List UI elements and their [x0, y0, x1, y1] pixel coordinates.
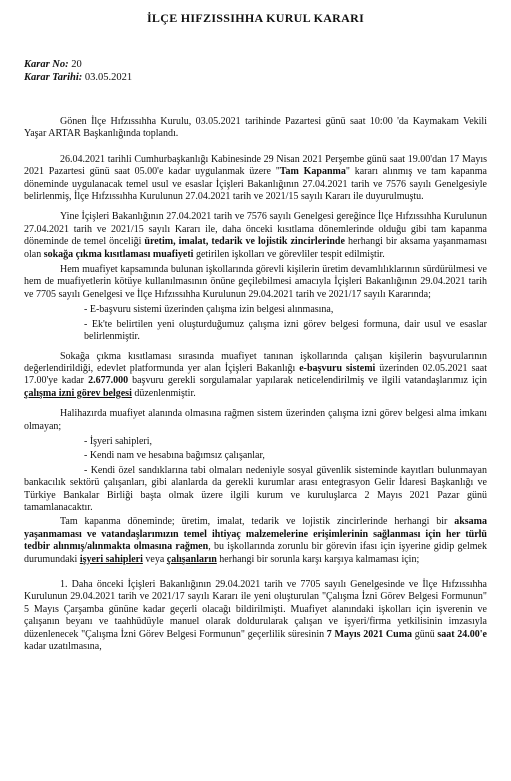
decision-date-value: 03.05.2021 [82, 72, 133, 83]
list-item-self-employed: - Kendi nam ve hesabına bağımsız çalışanlar, [84, 450, 265, 462]
emphasis-employers: işyeri sahipleri [79, 553, 143, 565]
decision-date-label: Karar Tarihi: [24, 72, 83, 83]
emphasis-work-permit: çalışma izni görev belgesi [24, 387, 132, 399]
document-body [24, 116, 487, 656]
list-item-employers: - İşyeri sahipleri, [84, 435, 153, 447]
document-title: İLÇE HIFZISSIHHA KURUL KARARI [146, 11, 365, 25]
decision-number-label: Karar No: [24, 59, 69, 70]
list-item-bankers: - Kendi özel sandıklarına tabi olmaları nedeniyle sosyal güvenlik sisteminde kayıtları bulunmayan bankacılık sektörü çalışanları, gibi alanlarda da gerekli kurumlar arası entegrasyon Gelir İdaresi Başkanlığı ve Türkiye Bankalar Birliği başta olmak üzere ilgili kurum ve kuruluşlarca 2 Mayıs 2021 Pazar günü tamamlanacaktır. [24, 464, 487, 513]
emphasis-ebasvuru: e-başvuru sistemi [299, 362, 376, 374]
emphasis-workers: çalışanların [166, 553, 217, 565]
paragraph-circular: Hem muafiyet kapsamında bulunan işkollarında görevli kişilerin üretim devamlılıklarının sürdürülmesi ve hem de muafiyetlerin kötüye kullanılmasının önüne geçilebilmesi amacıyla İçişleri Bakanlığının 29.04.2021 tarih ve 7705 sayılı Genelgesi ve İlçe Hıfzıssıhha Kurulunun 29.04.2021 tarih ve 2021/17 sayılı Kararında; [24, 264, 487, 300]
decision-meta [24, 58, 132, 84]
emphasis-deadline-time: saat 24.00'e [437, 628, 487, 640]
emphasis-curfew-exemption: sokağa çıkma kısıtlaması muafiyeti [43, 248, 194, 260]
paragraph-decision-1: 1. Daha önceki İçişleri Bakanlığının 29.04.2021 tarih ve 7705 sayılı Genelgesinde ve İlçe Hıfzıssıhha Kurulunun 29.04.2021 tarih ve 2021/17 sayılı Kararı ile yeni oluşturulan "Çalışma İzni Görev Belgesi Formunun" 5 Mayıs Çarşamba gününe kadar geçerli olacağı bildirilmişti. Muafiyet alanındaki işkolları için işverenin ve çalışanın beyanı ve taahhüdüyle manuel olarak doldurularak çalışan ve işyeri/firma yetkilisinin imzasıyla düzenlenecek "Çalışma İzni Görev Belgesi Formunun" geçerlilik süresinin 7 Mayıs 2021 Cuma günü saat 24.00'e kadar uzatılmasına, [24, 579, 487, 653]
paragraph-exemption: Yine İçişleri Bakanlığının 27.04.2021 tarih ve 7576 sayılı Genelgesi gereğince İlçe Hıfzıssıhha Kurulunun 27.04.2021 tarih ve 2021/15 sayılı Kararı ile, daha önceki kısıtlama dönemlerinde olduğu gibi tam kapanma döneminde de temel önceliği üretim, imalat, tedarik ve lojistik zincirlerinde herhangi bir aksama yaşanmaması olan sokağa çıkma kısıtlaması muafiyeti getirilen işkolları ve görevliler tespit edilmiştir. [24, 211, 487, 260]
decision-number [24, 58, 132, 71]
list-item-ebasvuru: - E-başvuru sistemi üzerinden çalışma izin belgesi alınmasına, [84, 304, 334, 316]
paragraph-no-access: Halihazırda muafiyet alanında olmasına rağmen sistem üzerinden çalışma izni görev belgesi alma imkanı olmayan; [24, 408, 487, 432]
emphasis-tam-kapanma: Tam Kapanma [279, 166, 346, 178]
emphasis-production: üretim, imalat, tedarik ve lojistik zincirlerinde [144, 236, 345, 248]
emphasis-application-count: 2.677.000 [88, 375, 129, 387]
list-item-form: - Ek'te belirtilen yeni oluşturduğumuz çalışma izni görev belgesi formuna, dair usul ve esaslar belirlenmiştir. [84, 318, 487, 343]
emphasis-deadline-date: 7 Mayıs 2021 Cuma [326, 628, 413, 640]
paragraph-measures: Tam kapanma döneminde; üretim, imalat, tedarik ve lojistik zincirlerinde herhangi bir aksama yaşanmaması ve vatandaşlarımızın temel ihtiyaç malzemelerine erişimlerinin sağlanması için her türlü tedbir alınmış/alınmakta olmasına rağmen, bu işkollarında zorunlu bir görevin ifası için işyerine gidip gelmek durumundaki işyeri sahipleri veya çalışanların herhangi bir sorunla karşı karşıya kalmaması için; [24, 516, 487, 565]
paragraph-full-lockdown: 26.04.2021 tarihli Cumhurbaşkanlığı Kabinesinde 29 Nisan 2021 Perşembe günü saat 19.00'dan 17 Mayıs 2021 Pazartesi günü saat 05.00'e kadar uygulanmak üzere "Tam Kapanma" kararı alınmış ve tam kapanma döneminde uygulanacak temel usul ve esaslar İçişleri Bakanlığının 27.04.2021 tarih ve 7576 sayılı Genelgesiyle belirlenmiş, İlçe Hıfzıssıhha Kurulunun 27.04.2021 tarih ve 2021/15 sayılı Kararı ile duyurulmuştu. [24, 153, 487, 203]
emphasis-supply: aksama yaşanmaması ve vatandaşlarımızın temel ihtiyaç malzemelerine erişimlerinin sağlanması için her türlü tedbir alınmış/alınmakta olmasına rağmen [24, 516, 487, 553]
decision-number-value: 20 [68, 59, 82, 70]
decision-date [24, 71, 132, 84]
paragraph-applications: Sokağa çıkma kısıtlaması sırasında muafiyet tanınan işkollarında çalışan kişilerin başvurularının değerlendirildiği, edevlet platformunda yer alan İçişleri Bakanlığı e-başvuru sistemi üzerinden 02.05.2021 saat 17.00'ye kadar 2.677.000 başvuru gerekli sorgulamalar yapılarak neticelendirilmiş ve ilgili vatandaşlarımız için çalışma izni görev belgesi düzenlenmiştir. [24, 350, 488, 399]
paragraph-meeting: Gönen İlçe Hıfzıssıhha Kurulu, 03.05.2021 tarihinde Pazartesi günü saat 10:00 'da Kaymakam Vekili Yaşar ARTAR Başkanlığında toplandı. [24, 116, 487, 140]
